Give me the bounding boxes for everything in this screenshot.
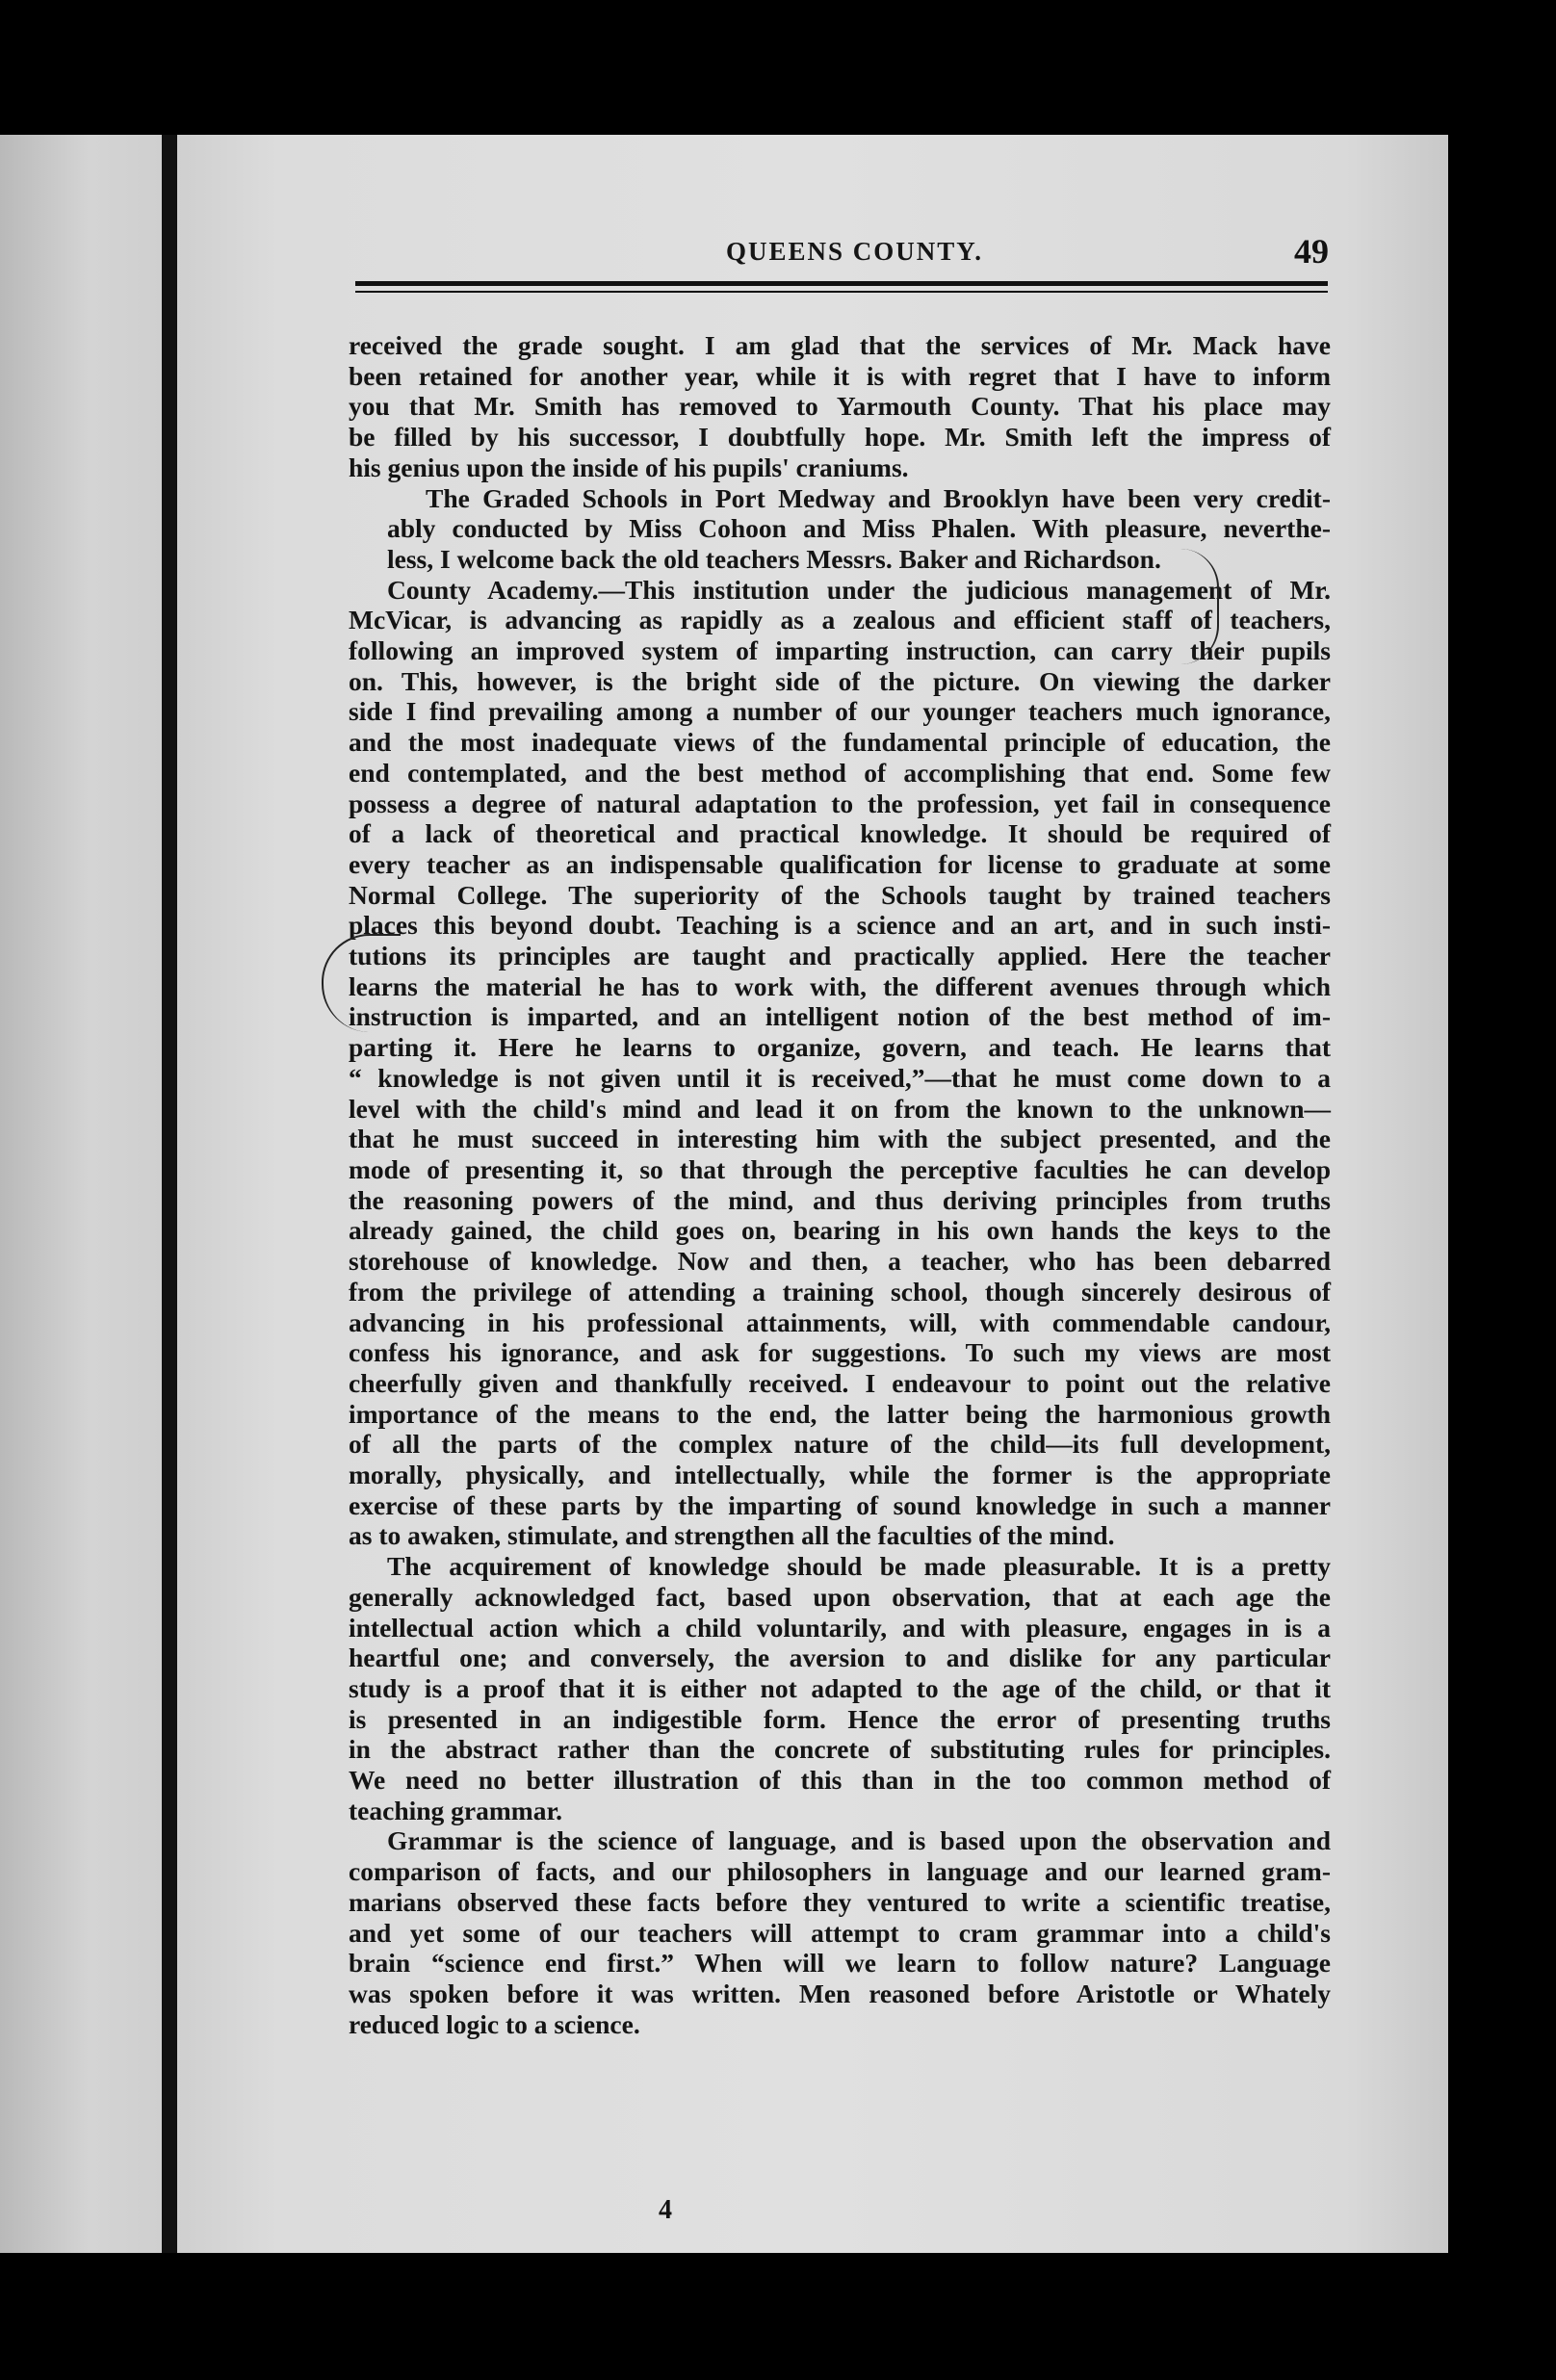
paragraph-grammar [349, 1825, 1331, 2039]
paragraph-county-academy [349, 575, 1331, 1552]
text-line: morally, physically, and intellectually, while the former is the appropriate [349, 1460, 1331, 1490]
text-line: received the grade sought. I am glad that the services of Mr. Mack have [349, 330, 1331, 360]
text-line: County Academy.—This institution under the judicious management of Mr. [387, 574, 1331, 605]
paragraph-mack-smith [349, 330, 1331, 483]
text-line: his genius upon the inside of his pupils' craniums. [349, 452, 909, 482]
text-line: of all the parts of the complex nature of the child—its full development, [349, 1429, 1331, 1460]
text-line: and yet some of our teachers will attempt to cram grammar into a child's [349, 1917, 1331, 1948]
text-line: reduced logic to a science. [349, 2008, 640, 2039]
text-line: every teacher as an indispensable qualification for license to graduate at some [349, 848, 1331, 879]
text-line: on. This, however, is the bright side of the picture. On viewing the darker [349, 665, 1331, 696]
text-line: that he must succeed in interesting him with the subject presented, and the [349, 1124, 1331, 1154]
text-line: been retained for another year, while it is with regret that I have to inform [349, 360, 1331, 391]
text-line: “ knowledge is not given until it is received,”—that he must come down to a [349, 1062, 1331, 1093]
text-line: level with the child's mind and lead it on from the known to the unknown— [349, 1093, 1331, 1124]
header-rule-thin [355, 291, 1328, 293]
text-line: McVicar, is advancing as rapidly as a zealous and efficient staff of teachers, [349, 605, 1331, 635]
text-line: teaching grammar. [349, 1795, 563, 1825]
text-line: storehouse of knowledge. Now and then, a teacher, who has been debarred [349, 1246, 1331, 1277]
text-line: comparison of facts, and our philosophers in language and our learned gram- [349, 1856, 1331, 1887]
text-line: be filled by his successor, I doubtfully hope. Mr. Smith left the impress of [349, 422, 1331, 453]
page-number: 49 [1294, 232, 1329, 271]
text-line: confess his ignorance, and ask for suggestions. To such my views are most [349, 1337, 1331, 1368]
text-line: less, I welcome back the old teachers Messrs. Baker and Richardson. [387, 543, 1161, 574]
running-head: QUEENS COUNTY. [726, 237, 984, 266]
text-line: is presented in an indigestible form. Hence the error of presenting truths [349, 1703, 1331, 1734]
text-line: The Graded Schools in Port Medway and Brooklyn have been very credit- [426, 482, 1331, 513]
pencil-bracket-mark [322, 934, 401, 1032]
text-line: instruction is imparted, and an intelligent notion of the best method of im- [349, 1001, 1331, 1032]
facing-page-edge [0, 135, 162, 2253]
text-line: study is a proof that it is either not adapted to the age of the child, or that it [349, 1672, 1331, 1703]
text-line: learns the material he has to work with, the different avenues through which [349, 970, 1331, 1001]
scanned-page [177, 135, 1448, 2253]
text-line: parting it. Here he learns to organize, govern, and teach. He learns that [349, 1032, 1331, 1063]
page-header [177, 231, 1448, 279]
text-line: was spoken before it was written. Men reasoned before Aristotle or Whately [349, 1978, 1331, 2008]
text-line: possess a degree of natural adaptation to the profession, yet fail in consequence [349, 788, 1331, 818]
text-line: following an improved system of imparting instruction, can carry their pupils [349, 635, 1331, 666]
header-rule-thick [355, 281, 1328, 286]
text-line: We need no better illustration of this than in the too common method of [349, 1765, 1331, 1796]
text-line: as to awaken, stimulate, and strengthen all the faculties of the mind. [349, 1520, 1115, 1551]
text-line: places this beyond doubt. Teaching is a science and an art, and in such insti- [349, 910, 1331, 941]
text-line: cheerfully given and thankfully received. I endeavour to point out the relative [349, 1367, 1331, 1398]
text-line: brain “science end first.” When will we learn to follow nature? Language [349, 1948, 1331, 1979]
text-line: the reasoning powers of the mind, and thus deriving principles from truths [349, 1184, 1331, 1215]
text-line: generally acknowledged fact, based upon observation, that at each age the [349, 1581, 1331, 1612]
text-line: importance of the means to the end, the latter being the harmonious growth [349, 1398, 1331, 1429]
text-line: marians observed these facts before they ventured to write a scientific treatise, [349, 1886, 1331, 1917]
text-line: The acquirement of knowledge should be made pleasurable. It is a pretty [387, 1551, 1331, 1582]
text-line: heartful one; and conversely, the aversion to and dislike for any particular [349, 1643, 1331, 1673]
text-line: from the privilege of attending a training school, though sincerely desirous of [349, 1276, 1331, 1306]
book-gutter [162, 135, 177, 2253]
text-line: end contemplated, and the best method of accomplishing that end. Some few [349, 757, 1331, 788]
text-line: exercise of these parts by the imparting of sound knowledge in such a manner [349, 1489, 1331, 1520]
text-line: of a lack of theoretical and practical knowledge. It should be required of [349, 818, 1331, 849]
text-line: Grammar is the science of language, and is based upon the observation and [387, 1825, 1331, 1856]
text-line: side I find prevailing among a number of our younger teachers much ignorance, [349, 696, 1331, 727]
text-line: advancing in his professional attainments, will, with commendable candour, [349, 1306, 1331, 1337]
text-line: and the most inadequate views of the fundamental principle of education, the [349, 727, 1331, 758]
text-line: you that Mr. Smith has removed to Yarmouth County. That his place may [349, 391, 1331, 422]
text-line: ably conducted by Miss Cohoon and Miss Phalen. With pleasure, neverthe- [387, 513, 1331, 544]
text-line: intellectual action which a child voluntarily, and with pleasure, engages in is a [349, 1612, 1331, 1643]
signature-number: 4 [659, 2195, 672, 2225]
paragraph-pleasurable-knowledge [349, 1551, 1331, 1825]
text-line: Normal College. The superiority of the Schools taught by trained teachers [349, 879, 1331, 910]
text-line: tutions its principles are taught and practically applied. Here the teacher [349, 941, 1331, 971]
text-line: already gained, the child goes on, bearing in his own hands the keys to the [349, 1215, 1331, 1246]
text-line: mode of presenting it, so that through the perceptive faculties he can develop [349, 1153, 1331, 1184]
text-line: in the abstract rather than the concrete of substituting rules for principles. [349, 1734, 1331, 1765]
